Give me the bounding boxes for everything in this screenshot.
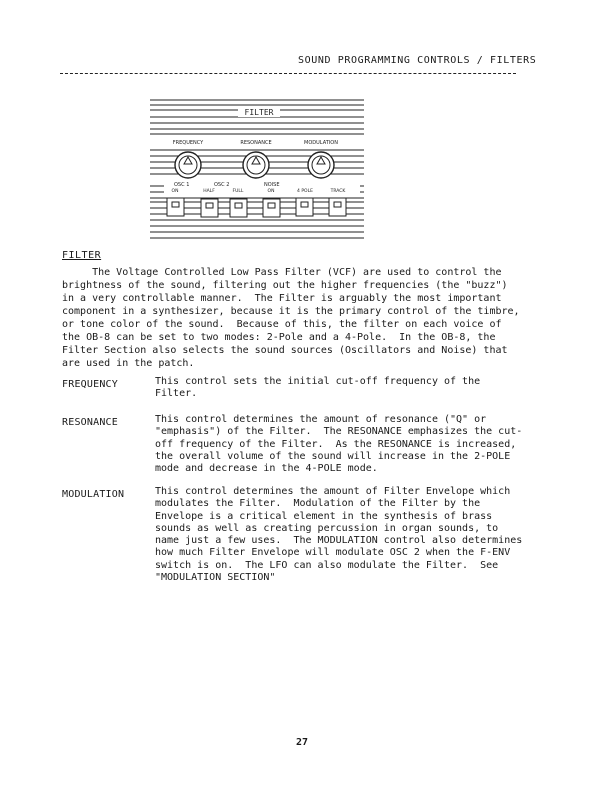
switch-label-4-pole: 4 POLE	[297, 189, 313, 194]
knob-label-modulation: MODULATION	[304, 140, 338, 146]
param-desc-frequency	[155, 376, 527, 401]
param-desc-line: This control determines the amount of resonance ("Q" or	[155, 414, 487, 425]
modulation-knob[interactable]	[308, 152, 334, 178]
param-desc-line: sounds as well as creating percussion in organ sounds, to	[155, 522, 499, 534]
noise-switch[interactable]	[263, 199, 280, 217]
source-label-noise: NOISE	[264, 182, 280, 188]
resonance-knob[interactable]	[243, 152, 269, 178]
4-pole-switch[interactable]	[296, 198, 313, 216]
intro-line: the OB-8 can be set to two modes: 2-Pole and a 4-Pole. In the OB-8, the	[62, 332, 496, 343]
intro-line: brightness of the sound, filtering out the higher frequencies (the "buzz")	[62, 280, 508, 291]
param-label-frequency: FREQUENCY	[62, 379, 118, 390]
param-desc-line: how much Filter Envelope will modulate OSC 2 when the F-ENV	[155, 547, 511, 559]
param-desc-line: "MODULATION SECTION"	[155, 572, 276, 584]
param-desc-line: name just a few uses. The MODULATION control also determines	[155, 535, 523, 547]
intro-line: or tone color of the sound. Because of this, the filter on each voice of	[62, 319, 502, 330]
param-desc-line: Filter.	[155, 388, 198, 400]
switch-label-on-2: ON	[267, 189, 275, 194]
intro-line: are used in the patch.	[62, 358, 195, 369]
source-label-osc1: OSC 1	[174, 182, 190, 188]
header-divider	[60, 73, 516, 74]
param-desc-line: off frequency of the Filter. As the RESONANCE is increased,	[155, 438, 517, 450]
intro-line: in a very controllable manner. The Filter is arguably the most important	[62, 293, 502, 304]
half-switch[interactable]	[201, 199, 218, 217]
knob-label-resonance: RESONANCE	[240, 140, 272, 146]
param-desc-line: the overall volume of the sound will increase in the 2-POLE	[155, 450, 511, 462]
switch-label-full: FULL	[232, 189, 244, 194]
osc1-switch[interactable]	[167, 198, 184, 216]
source-label-osc2: OSC 2	[214, 182, 230, 188]
switch-label-on-1: ON	[171, 189, 179, 194]
param-desc-line: Envelope is a critical element in the synthesis of brass	[155, 510, 493, 522]
param-desc-line: This control determines the amount of Filter Envelope which	[155, 486, 511, 497]
page-header: SOUND PROGRAMMING CONTROLS / FILTERS	[298, 55, 537, 66]
param-desc-line: This control sets the initial cut-off frequency of the	[155, 376, 481, 387]
intro-line: component in a synthesizer, because it is the primary control of the timbre,	[62, 306, 520, 317]
switch-label-half: HALF	[203, 189, 215, 194]
param-desc-line: mode and decrease in the 4-POLE mode.	[155, 463, 378, 475]
param-desc-modulation	[155, 486, 527, 584]
intro-line: The Voltage Controlled Low Pass Filter (VCF) are used to control the	[62, 267, 502, 278]
param-desc-line: switch is on. The LFO can also modulate the Filter. See	[155, 559, 499, 571]
param-desc-line: "emphasis") of the Filter. The RESONANCE emphasizes the cut-	[155, 426, 523, 438]
page-number: 27	[296, 737, 309, 748]
param-desc-resonance	[155, 414, 527, 475]
track-switch[interactable]	[329, 198, 346, 216]
intro-line: Filter Section also selects the sound sources (Oscillators and Noise) that	[62, 345, 508, 356]
param-label-resonance: RESONANCE	[62, 417, 118, 428]
switch-label-track: TRACK	[330, 189, 346, 194]
panel-title: FILTER	[244, 108, 274, 117]
frequency-knob[interactable]	[175, 152, 201, 178]
param-label-modulation: MODULATION	[62, 489, 125, 500]
knob-label-frequency: FREQUENCY	[172, 140, 204, 146]
intro-paragraph	[62, 266, 524, 370]
param-desc-line: modulates the Filter. Modulation of the Filter by the	[155, 498, 481, 510]
filter-panel-diagram	[150, 98, 366, 244]
section-title: FILTER	[62, 250, 102, 261]
full-switch[interactable]	[230, 199, 247, 217]
